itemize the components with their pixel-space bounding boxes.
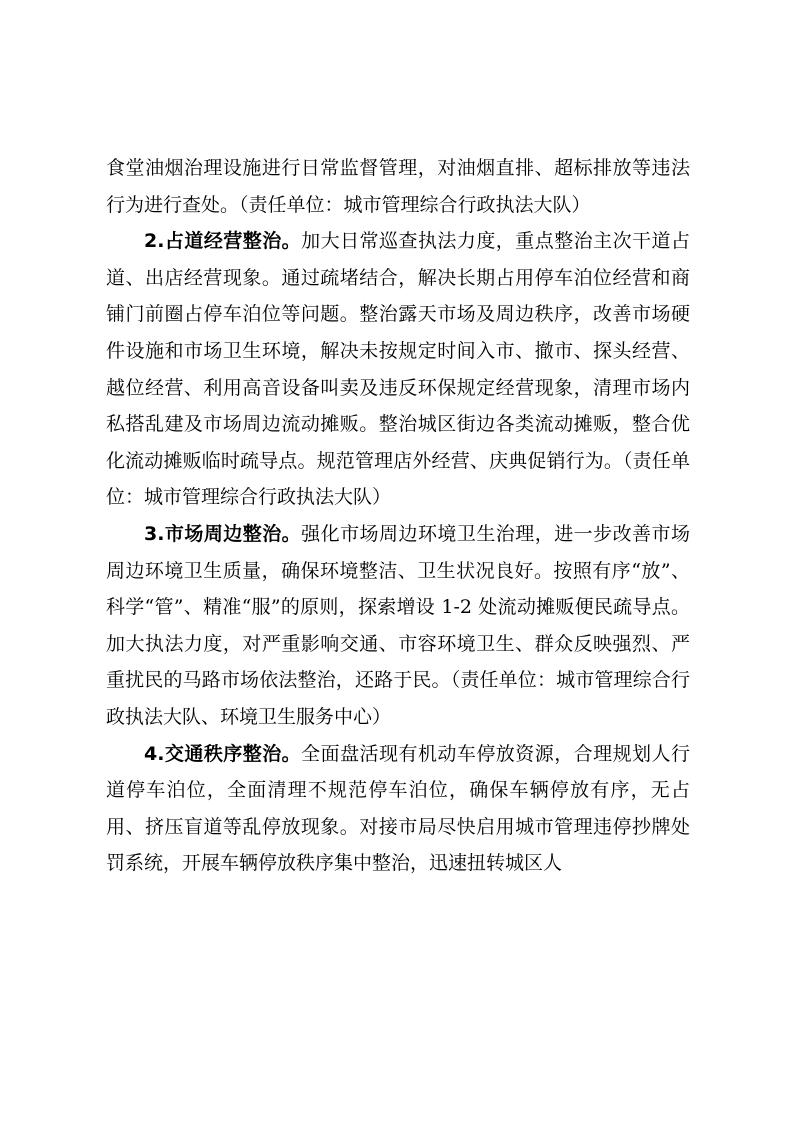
paragraph-4-heading: 4.交通秩序整治。 bbox=[144, 742, 302, 765]
paragraph-1 bbox=[106, 150, 690, 223]
paragraph-3 bbox=[106, 516, 690, 736]
paragraph-2-heading: 2.占道经营整治。 bbox=[144, 230, 302, 253]
document-body bbox=[106, 150, 690, 882]
paragraph-3-text: 强化市场周边环境卫生治理，进一步改善市场周边环境卫生质量，确保环境整洁、卫生状况良好。按照有序“放”、科学“管”、精准“服”的原则，探索增设 1-2 处流动摊贩便民疏导点。加大执法力度，对严重影响交通、市容环境卫生、群众反映强烈、严重扰民的马路市场依法整治，还路于民。（责任单位：城市管理综合行政执法大队、环境卫生服务中心） bbox=[106, 522, 690, 728]
paragraph-1-text: 食堂油烟治理设施进行日常监督管理，对油烟直排、超标排放等违法行为进行查处。（责任单位：城市管理综合行政执法大队） bbox=[106, 157, 690, 216]
paragraph-3-heading: 3.市场周边整治。 bbox=[144, 522, 302, 545]
paragraph-4-text: 全面盘活现有机动车停放资源，合理规划人行道停车泊位，全面清理不规范停车泊位，确保车辆停放有序，无占用、挤压盲道等乱停放现象。对接市局尽快启用城市管理违停抄牌处罚系统，开展车辆停放秩序集中整治，迅速扭转城区人 bbox=[106, 742, 690, 875]
paragraph-4 bbox=[106, 736, 690, 882]
paragraph-2 bbox=[106, 223, 690, 516]
paragraph-2-text: 加大日常巡查执法力度，重点整治主次干道占道、出店经营现象。通过疏堵结合，解决长期占用停车泊位经营和商铺门前圈占停车泊位等问题。整治露天市场及周边秩序，改善市场硬件设施和市场卫生环境，解决未按规定时间入市、撤市、探头经营、越位经营、利用高音设备叫卖及违反环保规定经营现象，清理市场内私搭乱建及市场周边流动摊贩。整治城区街边各类流动摊贩，整合优化流动摊贩临时疏导点。规范管理店外经营、庆典促销行为。（责任单位：城市管理综合行政执法大队） bbox=[106, 230, 690, 509]
